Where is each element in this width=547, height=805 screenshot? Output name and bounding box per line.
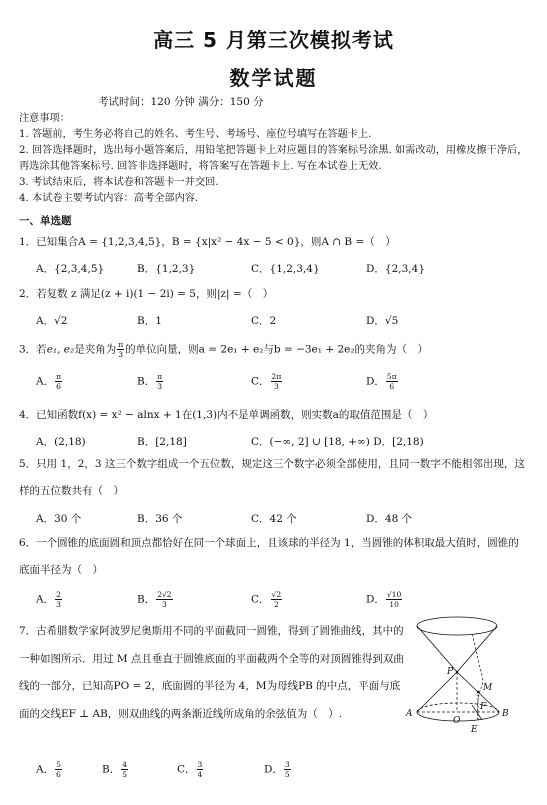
notes-block	[19, 111, 531, 207]
label-M: M	[483, 683, 493, 693]
q3-angle-fraction: $\frac{\pi}{3}$	[118, 340, 124, 359]
q3-stem-part: 的单位向量，则a = 2e₁ + e₂与b = −3e₁ + 2e₂的夹角为（ ）	[125, 343, 429, 356]
upper-base-ellipse	[417, 617, 497, 635]
q3-option-d: D． $\frac{5\pi}{6}$	[366, 372, 397, 391]
q4-option-cd: C．(−∞, 2] ∪ [18, +∞) D．[2,18)	[251, 436, 424, 448]
q5-option-c: C．42 个	[251, 513, 297, 525]
q2-option-a: A．√2	[36, 315, 68, 327]
question-2-stem: 2．若复数 z 满足(z + i)(1 − 2i) = 5，则|z| =（ ）	[19, 288, 274, 300]
q5-option-b: B．36 个	[137, 513, 183, 525]
section-heading: 一、单选题	[19, 215, 72, 227]
label-A: A	[406, 709, 413, 719]
q3-option-b: B． $\frac{\pi}{3}$	[137, 372, 163, 391]
note-item: 1. 答题前，考生务必将自己的姓名、考生号、考场号、座位号填写在答题卡上.	[19, 129, 372, 140]
q3-option-a: A． $\frac{\pi}{6}$	[36, 372, 62, 391]
q7-option-b: B． $\frac{4}{5}$	[102, 760, 127, 779]
exam-info: 考试时间：120 分钟 满分：150 分	[98, 96, 264, 108]
label-O: O	[453, 716, 461, 726]
q6-option-d: D． $\frac{√10}{10}$	[366, 590, 402, 609]
q5-option-d: D．48 个	[366, 513, 413, 525]
note-item: 2. 回答选择题时，选出每小题答案后，用铅笔把答题卡上对应题目的答案标号涂黑. 如需改动，用橡皮擦干净后，再选涂其他答案标号. 回答非选择题时，将答案写在答题卡上. 写在本试卷上无效.	[19, 145, 528, 172]
q7-option-a: A． $\frac{5}{6}$	[36, 760, 61, 779]
double-cone-figure	[402, 610, 527, 740]
point-M	[477, 691, 479, 693]
q6-option-b: B． $\frac{2√2}{3}$	[137, 590, 172, 609]
exam-subtitle: 数学试题	[229, 66, 318, 90]
q1-option-d: D．{2,3,4}	[366, 263, 425, 275]
label-B: B	[502, 709, 509, 719]
question-6-stem: 6．一个圆锥的底面圆和顶点都恰好在同一个球面上，且该球的半径为 1，当圆锥的体积取最大值时，圆锥的底面半径为（ ）	[19, 537, 519, 576]
q4-option-a: A．(2,18)	[36, 436, 86, 448]
generatrix-PA	[417, 672, 457, 712]
question-5-stem: 5．只用 1，2，3 这三个数字组成一个五位数，规定这三个数字必须全部使用，且同一数字不能相邻出现，这样的五位数共有（ ）	[19, 458, 525, 497]
q2-option-d: D．√5	[366, 315, 399, 327]
q7-option-d: D． $\frac{3}{5}$	[264, 760, 290, 779]
exam-title: 高三 5 月第三次模拟考试	[153, 28, 394, 52]
q3-option-c: C． $\frac{2\pi}{3}$	[251, 372, 282, 391]
q3-stem-part: 3．若	[19, 343, 47, 356]
q3-vectors: e₁, e₂	[46, 343, 75, 356]
lower-base-back	[417, 703, 499, 712]
point-P	[456, 671, 458, 673]
upper-generatrix-right	[457, 626, 497, 672]
q6-option-c: C． $\frac{√2}{2}$	[251, 590, 282, 609]
upper-generatrix-left	[417, 626, 457, 672]
q2-option-c: C．2	[251, 315, 277, 327]
label-F: F	[480, 702, 487, 712]
question-3-stem	[19, 340, 428, 359]
question-7-stem: 7．古希腊数学家阿波罗尼奥斯用不同的平面截同一圆锥，得到了圆锥曲线，其中的一种如图所示．用过 M 点且垂直于圆锥底面的平面截两个全等的对顶圆锥得到双曲线的一部分，已知高PO = 2，底面圆的半径为 4，M为母线PB 的中点，平面与底面的交线EF ⊥ AB，则双曲线的两条渐近线所成角的余弦值为（ ）.	[19, 625, 404, 720]
label-P: P	[447, 667, 454, 677]
question-4-stem: 4．已知函数f(x) = x² − alnx + 1在(1,3)内不是单调函数，则实数a的取值范围是（ ）	[19, 409, 434, 421]
q3-stem-part: 是夹角为	[74, 343, 117, 356]
q2-option-b: B．1	[137, 315, 162, 327]
q1-option-a: A．{2,3,4,5}	[36, 263, 105, 275]
notes-heading: 注意事项：	[19, 113, 70, 124]
question-1-stem: 1．已知集合A = {1,2,3,4,5}，B = {x|x² − 4x − 5 < 0}，则A ∩ B =（ ）	[19, 236, 396, 248]
note-item: 3. 考试结束后，将本试卷和答题卡一并交回.	[19, 177, 219, 188]
q1-option-b: B．{1,2,3}	[137, 263, 196, 275]
label-E: E	[471, 725, 478, 735]
q4-option-b: B．[2,18]	[137, 436, 187, 448]
q7-option-c: C． $\frac{3}{4}$	[177, 760, 203, 779]
note-item: 4. 本试卷主要考试内容：高考全部内容.	[19, 193, 199, 204]
q1-option-c: C．{1,2,3,4}	[251, 263, 320, 275]
q6-option-a: A． $\frac{2}{3}$	[36, 590, 61, 609]
q5-option-a: A．30 个	[36, 513, 82, 525]
